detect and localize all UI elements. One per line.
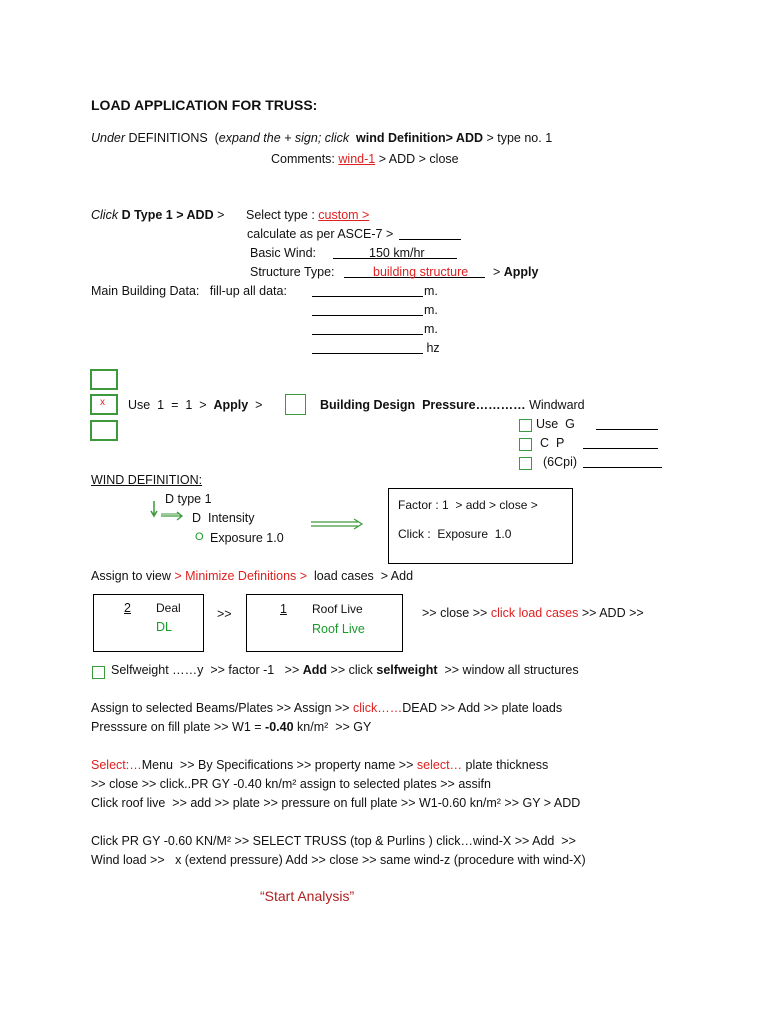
basic-wind-value: 150 km/hr bbox=[369, 246, 425, 260]
load-case-roof-number: 1 bbox=[280, 602, 287, 616]
assign-selected-line-2: Presssure on fill plate >> W1 = -0.40 kn/m² >> GY bbox=[91, 720, 372, 734]
load-case-dead-box bbox=[93, 594, 204, 652]
final-line-1: Click PR GY -0.60 KN/M² >> SELECT TRUSS (top & Purlins ) click…wind-X >> Add >> bbox=[91, 834, 576, 848]
unit-3: m. bbox=[424, 322, 438, 336]
calc-line: calculate as per ASCE-7 > bbox=[247, 227, 394, 241]
assign-view-line: Assign to view > Minimize Definitions > load cases > Add bbox=[91, 569, 414, 583]
structure-apply: > Apply bbox=[486, 265, 539, 279]
gcpi-checkbox[interactable] bbox=[519, 457, 532, 470]
checkbox-top[interactable] bbox=[90, 369, 118, 390]
final-line-2: Wind load >> x (extend pressure) Add >> close >> same wind-z (procedure with wind-X) bbox=[91, 853, 586, 867]
basic-wind-label: Basic Wind: bbox=[250, 246, 316, 260]
right-arrow-icon bbox=[310, 518, 364, 530]
cp-checkbox[interactable] bbox=[519, 438, 532, 451]
bdp-line: Building Design Pressure………… Windward bbox=[320, 398, 585, 412]
cp-label: C P bbox=[540, 436, 565, 450]
structure-type-value: building structure bbox=[373, 265, 469, 279]
use-g-blank bbox=[596, 429, 658, 430]
select-line-3: Click roof live >> add >> plate >> pressure on full plate >> W1-0.60 kn/m² >> GY > ADD bbox=[91, 796, 581, 810]
main-building-blank-1 bbox=[312, 296, 423, 297]
unit-4: hz bbox=[423, 341, 440, 355]
load-cases-after: >> close >> click load cases >> ADD >> bbox=[422, 606, 644, 620]
apply-checkbox[interactable] bbox=[285, 394, 306, 415]
assign-selected-line-1: Assign to selected Beams/Plates >> Assign >> click……DEAD >> Add >> plate loads bbox=[91, 701, 563, 715]
use-g-label: Use G bbox=[536, 417, 575, 431]
comments-line: Comments: wind-1 > ADD > close bbox=[271, 152, 459, 166]
x-mark: x bbox=[100, 397, 105, 408]
checkbox-bottom[interactable] bbox=[90, 420, 118, 441]
down-right-arrow-icon bbox=[148, 499, 188, 521]
main-building-label: Main Building Data: fill-up all data: bbox=[91, 284, 287, 298]
cp-blank bbox=[583, 448, 658, 449]
factor-line: Factor : 1 > add > close > bbox=[398, 498, 538, 512]
select-type-line: Select type : custom > bbox=[246, 208, 370, 222]
load-case-dead-name: Deal bbox=[156, 601, 181, 615]
unit-2: m. bbox=[424, 303, 438, 317]
between-arrows: >> bbox=[217, 607, 232, 621]
load-case-dead-number: 2 bbox=[124, 601, 131, 615]
d-intensity-label: D Intensity bbox=[192, 511, 255, 525]
wind-definition-heading: WIND DEFINITION: bbox=[91, 473, 203, 487]
d-type-label: D type 1 bbox=[165, 492, 212, 506]
select-line-2: >> close >> click..PR GY -0.40 kn/m² assign to selected plates >> assifn bbox=[91, 777, 491, 791]
gcpi-label: (6Cpi) bbox=[543, 455, 578, 469]
load-case-dead-tag: DL bbox=[156, 620, 172, 634]
main-building-blank-3 bbox=[312, 334, 423, 335]
dtype-line: Click D Type 1 > ADD > bbox=[91, 208, 225, 222]
calc-blank bbox=[399, 239, 461, 240]
definitions-line: Under DEFINITIONS (expand the + sign; click wind Definition> ADD > type no. 1 bbox=[91, 131, 553, 145]
circle-icon: O bbox=[195, 531, 204, 543]
page-title: LOAD APPLICATION FOR TRUSS: bbox=[91, 97, 318, 113]
main-building-blank-4 bbox=[312, 353, 423, 354]
structure-type-label: Structure Type: bbox=[250, 265, 335, 279]
unit-1: m. bbox=[424, 284, 438, 298]
selfweight-line: Selfweight ……y >> factor -1 >> Add >> click selfweight >> window all structures bbox=[111, 663, 579, 677]
click-exposure-line: Click : Exposure 1.0 bbox=[398, 527, 512, 541]
load-case-roof-tag: Roof Live bbox=[312, 622, 365, 636]
load-case-roof-name: Roof Live bbox=[312, 602, 363, 616]
main-building-blank-2 bbox=[312, 315, 423, 316]
select-line-1: Select:…Menu >> By Specifications >> property name >> select… plate thickness bbox=[91, 758, 549, 772]
selfweight-checkbox[interactable] bbox=[92, 666, 105, 679]
gcpi-blank bbox=[583, 467, 662, 468]
use-apply-line: Use 1 = 1 > Apply > bbox=[128, 398, 263, 412]
exposure-label: Exposure 1.0 bbox=[210, 531, 284, 545]
use-g-checkbox[interactable] bbox=[519, 419, 532, 432]
start-analysis: “Start Analysis” bbox=[260, 888, 355, 904]
